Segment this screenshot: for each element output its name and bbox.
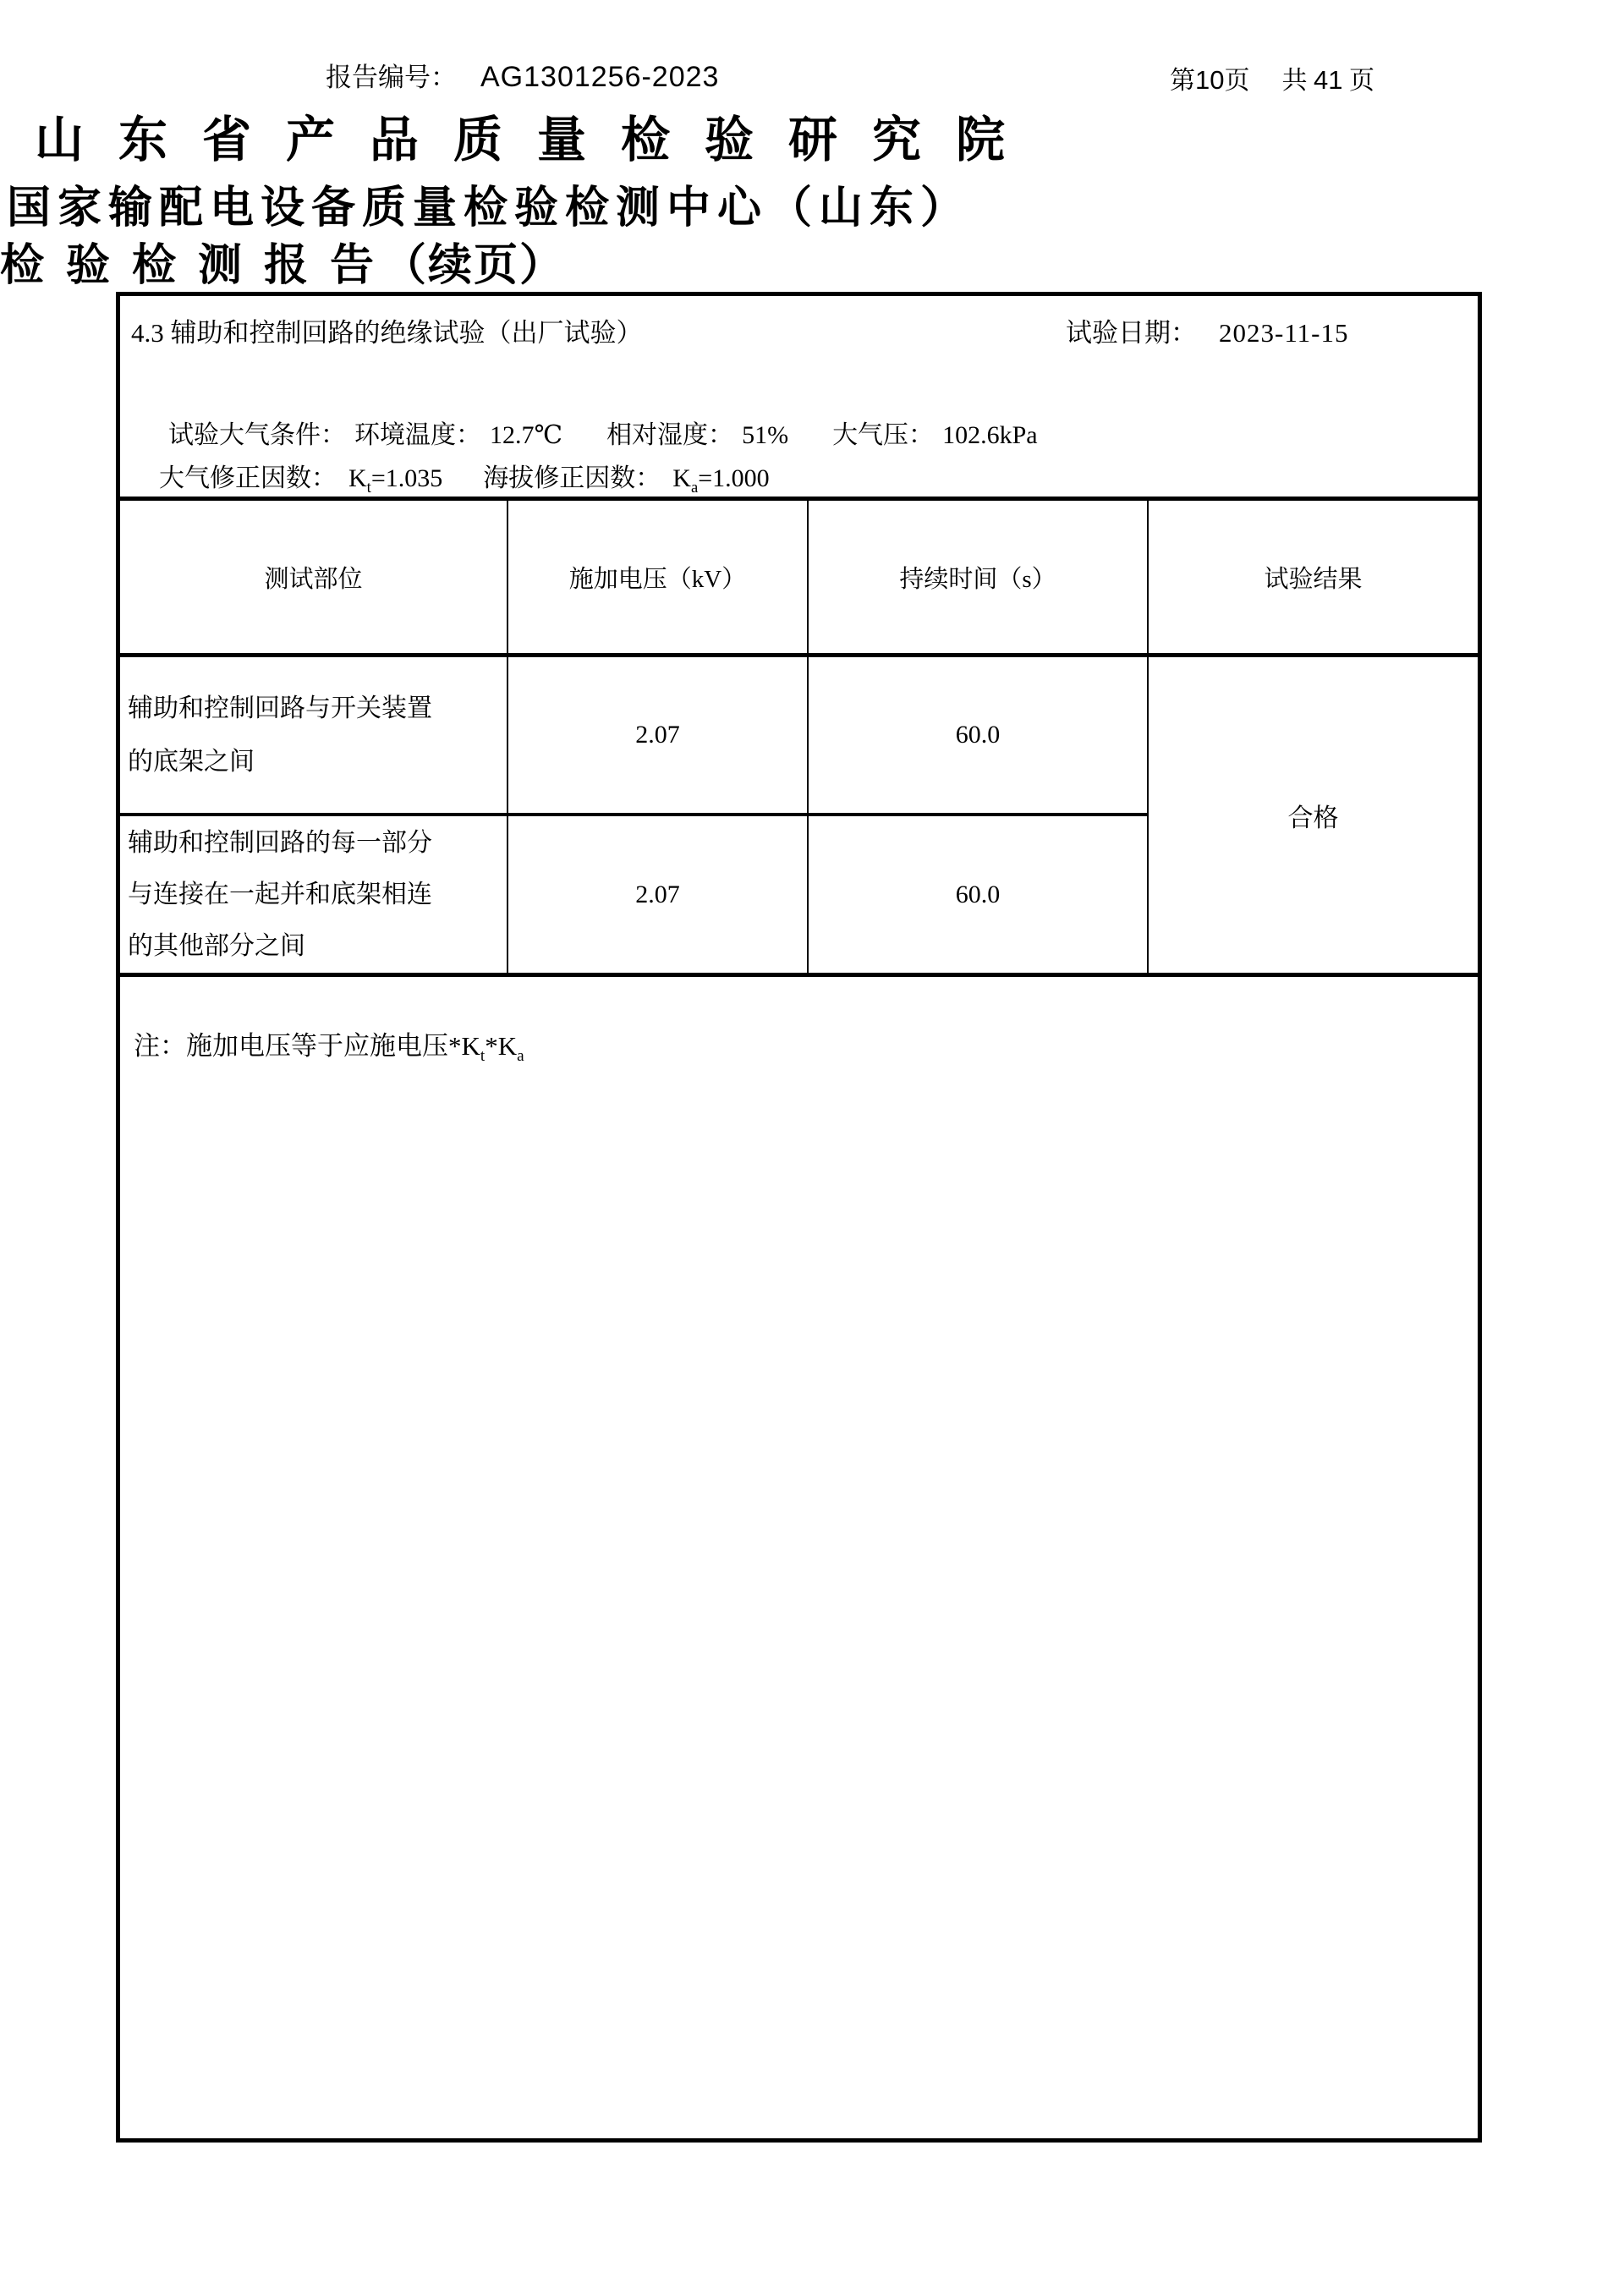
report-number [326,56,719,94]
humidity-value: 51% [742,421,789,449]
ka-factor: $K_a=1.000$ [672,464,770,497]
section-row [131,311,1468,349]
footnote: 注：施加电压等于应施电压$*K_t*K_a$ [134,1031,524,1066]
ka-label: 海拔修正因数： [483,464,661,492]
atmospheric-conditions-line2 [159,457,770,497]
report-title-main: 检验检测报告 [0,242,397,290]
section-heading: 4.3 辅助和控制回路的绝缘试验（出厂试验） [131,318,643,348]
pressure-label: 大气压： [832,421,935,449]
pagination [1170,59,1374,96]
kt-label: 大气修正因数： [159,464,337,492]
column-header-part: 测试部位 [120,501,508,657]
table-row-2-voltage: 2.07 [508,816,809,973]
column-header-duration: 持续时间（s） [809,501,1149,657]
test-date-label: 试验日期： [1066,318,1197,348]
part-line: 辅助和控制回路的每一部分 [128,829,432,857]
temp-label: 环境温度： [354,421,481,449]
part-line: 辅助和控制回路与开关装置 [128,694,432,722]
pressure-value: 102.6kPa [942,421,1038,449]
page-unit: 页 [1224,67,1250,95]
atmospheric-conditions-line1 [168,414,1038,451]
test-date [1066,311,1349,349]
part-line: 的其他部分之间 [128,932,305,960]
report-title [0,229,1624,293]
note-kt-subscript: t [480,1047,486,1066]
kt-factor: $K_t=1.035$ [348,464,443,497]
test-date-value: 2023-11-15 [1219,318,1349,348]
total-unit: 页 [1348,67,1374,95]
test-results-table [120,497,1478,977]
column-header-result: 试验结果 [1149,501,1478,657]
page-current: 10 [1195,65,1225,95]
temp-value: 12.7℃ [490,421,563,449]
column-header-voltage: 施加电压（kV） [508,501,809,657]
page-prefix: 第 [1170,67,1195,95]
total-prefix: 共 [1281,67,1308,95]
conditions-label: 试验大气条件： [168,421,346,449]
note-ka-subscript: a [517,1047,524,1066]
report-number-value: AG1301256-2023 [480,61,720,93]
kt-subscript: t [366,479,371,497]
table-row-1-duration: 60.0 [809,657,1149,816]
part-line: 与连接在一起并和底架相连 [128,881,432,908]
table-row-1-part [120,657,508,816]
ka-subscript: a [690,479,699,497]
table-row-2-duration: 60.0 [809,816,1149,973]
report-title-suffix: （续页） [382,242,566,290]
test-result-merged-cell: 合格 [1287,804,1339,832]
content-box [116,292,1482,2143]
humidity-label: 相对湿度： [606,421,734,449]
table-row-1-voltage: 2.07 [508,657,809,816]
center-title: 国家输配电设备质量检验检测中心（山东） [7,184,972,233]
part-line: 的底架之间 [128,748,255,776]
table-row-2-part [120,816,508,973]
page-total: 41 [1313,65,1343,95]
report-number-label: 报告编号： [326,63,457,92]
institute-title: 山东省产品质量检验研究院 [35,112,1040,167]
